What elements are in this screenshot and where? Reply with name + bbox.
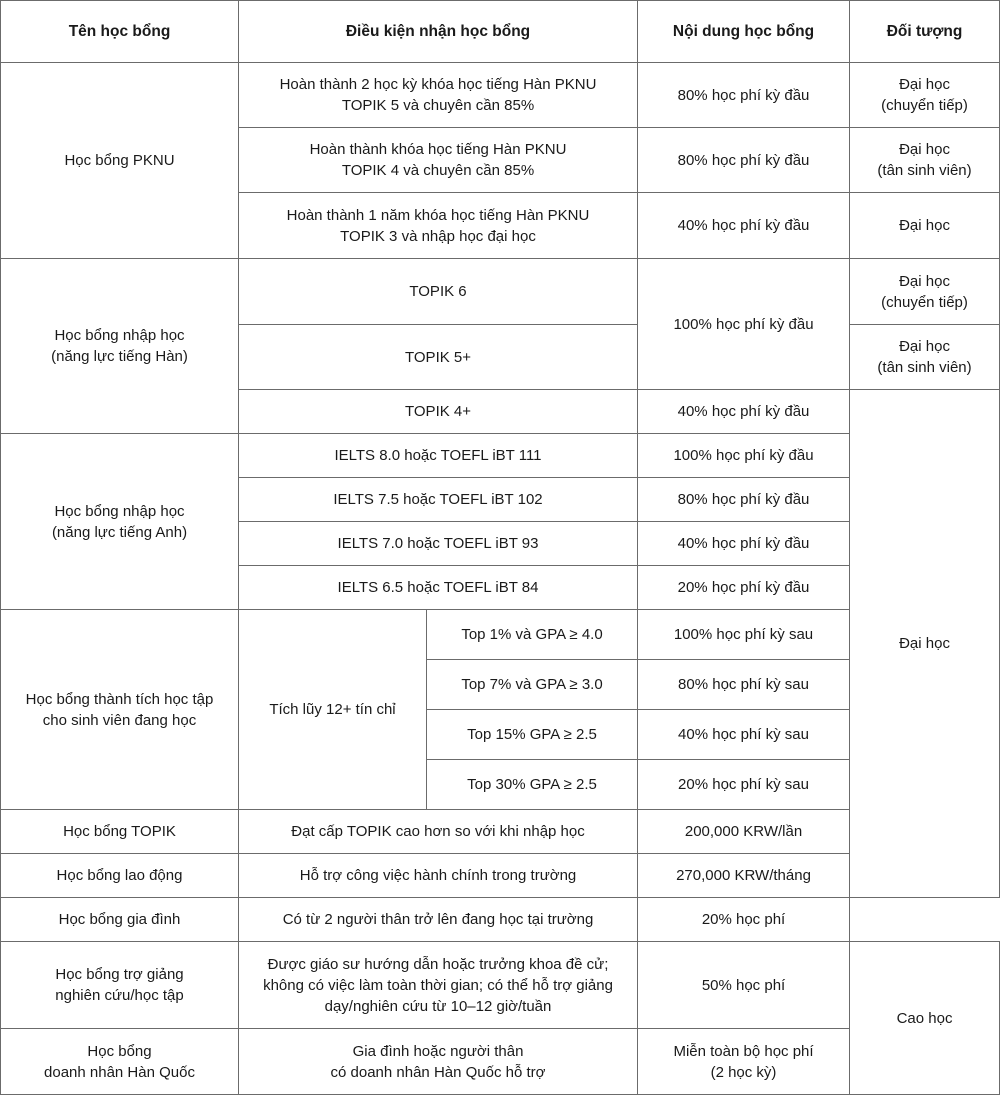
name-line: Học bổng nhập học (54, 327, 185, 344)
content-cell: 40% học phí kỳ đầu (638, 193, 850, 259)
target-line: Đại học (899, 76, 950, 93)
condition-line: Hoàn thành 2 học kỳ khóa học tiếng Hàn PKNU (279, 76, 597, 93)
target-line: Đại học (899, 272, 950, 290)
content-cell: 20% học phí kỳ sau (638, 760, 850, 810)
condition-line: Được giáo sư hướng dẫn hoặc trưởng khoa đề cử; (267, 955, 609, 973)
content-cell: 80% học phí kỳ đầu (638, 63, 850, 128)
table-row (1, 63, 1000, 128)
scholarship-name-labor: Học bổng lao động (1, 854, 239, 898)
condition-cell (239, 193, 638, 259)
rank-cell: Top 7% và GPA ≥ 3.0 (427, 660, 638, 710)
rank-cell: Top 30% GPA ≥ 2.5 (427, 760, 638, 810)
condition-cell (239, 63, 638, 128)
condition-cell: IELTS 7.5 hoặc TOEFL iBT 102 (239, 478, 638, 522)
condition-cell: Đạt cấp TOPIK cao hơn so với khi nhập học (239, 810, 638, 854)
content-cell (638, 1029, 850, 1095)
target-undergrad: Đại học (850, 390, 1000, 898)
name-line: (năng lực tiếng Hàn) (51, 348, 188, 365)
target-line: (chuyển tiếp) (881, 97, 968, 114)
content-cell: 80% học phí kỳ đầu (638, 478, 850, 522)
scholarship-name-business (1, 1029, 239, 1095)
target-cell (850, 63, 1000, 128)
condition-cell: TOPIK 5+ (239, 325, 638, 390)
scholarship-name-assistant (1, 942, 239, 1029)
rank-cell: Top 1% và GPA ≥ 4.0 (427, 610, 638, 660)
scholarship-name-topik: Học bổng TOPIK (1, 810, 239, 854)
content-cell: 100% học phí kỳ sau (638, 610, 850, 660)
condition-cell: IELTS 6.5 hoặc TOEFL iBT 84 (239, 566, 638, 610)
name-line: nghiên cứu/học tập (55, 987, 184, 1004)
target-line: (tân sinh viên) (877, 359, 972, 376)
condition-line: TOPIK 4 và chuyên cần 85% (341, 162, 535, 179)
target-cell (850, 128, 1000, 193)
condition-line: Gia đình hoặc người thân (352, 1042, 524, 1060)
target-cell (850, 325, 1000, 390)
content-cell: 40% học phí kỳ đầu (638, 522, 850, 566)
content-cell: 200,000 KRW/lần (638, 810, 850, 854)
condition-line: không có việc làm toàn thời gian; có thể hỗ trợ giảng (263, 976, 613, 994)
content-cell: 40% học phí kỳ sau (638, 710, 850, 760)
target-cell (850, 259, 1000, 325)
content-cell: 270,000 KRW/tháng (638, 854, 850, 898)
rank-cell: Top 15% GPA ≥ 2.5 (427, 710, 638, 760)
condition-line: Hoàn thành khóa học tiếng Hàn PKNU (309, 141, 567, 158)
content-cell: 50% học phí (638, 942, 850, 1029)
scholarship-name-pknu: Học bổng PKNU (1, 63, 239, 259)
content-line: (2 học kỳ) (710, 1063, 777, 1081)
name-line: (năng lực tiếng Anh) (51, 523, 188, 541)
name-line: Học bổng trợ giảng (55, 966, 184, 983)
content-cell: 80% học phí kỳ sau (638, 660, 850, 710)
target-cell: Đại học (850, 193, 1000, 259)
scholarship-name-academic (1, 610, 239, 810)
table-row (1, 898, 1000, 942)
content-line: Miễn toàn bộ học phí (673, 1042, 814, 1060)
condition-cell (239, 942, 638, 1029)
header-target: Đối tượng (850, 1, 1000, 63)
condition-cell (239, 128, 638, 193)
condition-line: có doanh nhân Hàn Quốc hỗ trợ (330, 1063, 546, 1081)
target-graduate: Cao học (850, 942, 1000, 1095)
condition-line: TOPIK 5 và chuyên cần 85% (341, 97, 535, 114)
condition-cell: IELTS 8.0 hoặc TOEFL iBT 111 (239, 434, 638, 478)
content-cell: 100% học phí kỳ đầu (638, 434, 850, 478)
condition-cell (239, 1029, 638, 1095)
condition-cell: TOPIK 4+ (239, 390, 638, 434)
content-cell: 80% học phí kỳ đầu (638, 128, 850, 193)
target-line: (chuyển tiếp) (881, 293, 968, 311)
condition-line: TOPIK 3 và nhập học đại học (340, 227, 536, 245)
scholarship-name-english (1, 434, 239, 610)
condition-cell: Hỗ trợ công việc hành chính trong trường (239, 854, 638, 898)
header-row (1, 1, 1000, 63)
name-line: Học bổng (87, 1042, 152, 1060)
target-line: Đại học (899, 338, 950, 355)
name-line: Học bổng nhập học (54, 502, 185, 520)
header-conditions: Điều kiện nhận học bổng (239, 1, 638, 63)
content-cell: 20% học phí kỳ đầu (638, 566, 850, 610)
condition-cell: TOPIK 6 (239, 259, 638, 325)
credits-cell: Tích lũy 12+ tín chỉ (239, 610, 427, 810)
condition-line: Hoàn thành 1 năm khóa học tiếng Hàn PKNU (286, 206, 590, 224)
name-line: doanh nhân Hàn Quốc (44, 1063, 195, 1081)
condition-cell: Có từ 2 người thân trở lên đang học tại trường (239, 898, 638, 942)
content-cell: 40% học phí kỳ đầu (638, 390, 850, 434)
scholarship-name-family: Học bổng gia đình (1, 898, 239, 942)
table-row (1, 259, 1000, 325)
name-line: cho sinh viên đang học (42, 711, 197, 729)
condition-line: dạy/nghiên cứu từ 10–12 giờ/tuần (324, 997, 552, 1015)
name-line: Học bổng thành tích học tập (25, 690, 214, 708)
content-cell: 20% học phí (638, 898, 850, 942)
table-row (1, 942, 1000, 1029)
scholarship-name-korean (1, 259, 239, 434)
target-line: (tân sinh viên) (877, 162, 972, 179)
header-scholarship-name: Tên học bổng (1, 1, 239, 63)
header-content: Nội dung học bổng (638, 1, 850, 63)
target-line: Đại học (899, 141, 950, 158)
condition-cell: IELTS 7.0 hoặc TOEFL iBT 93 (239, 522, 638, 566)
content-cell: 100% học phí kỳ đầu (638, 259, 850, 390)
